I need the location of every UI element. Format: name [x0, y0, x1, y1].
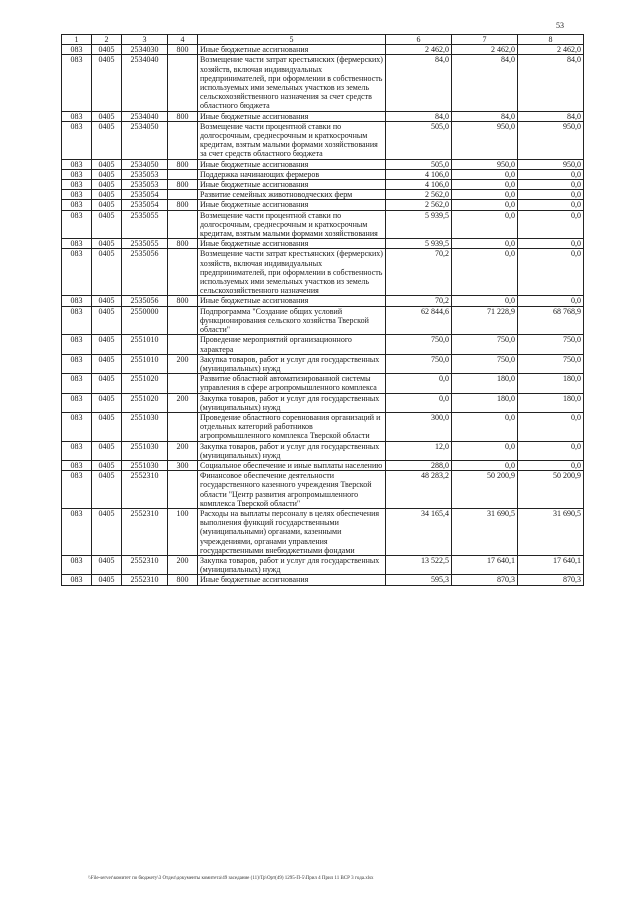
- target-article-cell: 2534030: [122, 45, 168, 55]
- target-article-cell: 2551020: [122, 393, 168, 412]
- section-code-cell: 0405: [92, 45, 122, 55]
- target-article-cell: 2535053: [122, 180, 168, 190]
- section-code-cell: 0405: [92, 55, 122, 111]
- amount-year3-cell: 950,0: [518, 121, 584, 159]
- expense-type-cell: [168, 169, 198, 179]
- description-cell: Возмещение части затрат крестьянских (фермерских) хозяйств, включая индивидуальных предпринимателей, при оформлении в собственность используемых ими земельных участков из земель сельскохозяйственного назначения: [198, 249, 386, 296]
- target-article-cell: 2535055: [122, 239, 168, 249]
- description-cell: Иные бюджетные ассигнования: [198, 200, 386, 210]
- ministry-code-cell: 083: [62, 441, 92, 460]
- amount-year3-cell: 0,0: [518, 412, 584, 441]
- target-article-cell: 2551030: [122, 441, 168, 460]
- amount-year1-cell: 2 562,0: [386, 190, 452, 200]
- amount-year1-cell: 505,0: [386, 159, 452, 169]
- amount-year1-cell: 288,0: [386, 460, 452, 470]
- amount-year1-cell: 750,0: [386, 354, 452, 373]
- target-article-cell: 2535055: [122, 210, 168, 239]
- amount-year2-cell: 0,0: [452, 210, 518, 239]
- table-row: [62, 412, 584, 441]
- amount-year2-cell: 950,0: [452, 121, 518, 159]
- amount-year1-cell: 70,2: [386, 249, 452, 296]
- ministry-code-cell: 083: [62, 180, 92, 190]
- description-cell: Иные бюджетные ассигнования: [198, 45, 386, 55]
- section-code-cell: 0405: [92, 575, 122, 585]
- section-code-cell: 0405: [92, 169, 122, 179]
- amount-year1-cell: 595,3: [386, 575, 452, 585]
- table-row: [62, 190, 584, 200]
- target-article-cell: 2551010: [122, 335, 168, 354]
- amount-year2-cell: 180,0: [452, 393, 518, 412]
- amount-year2-cell: 17 640,1: [452, 555, 518, 574]
- column-header: 5: [198, 35, 386, 45]
- amount-year2-cell: 0,0: [452, 239, 518, 249]
- description-cell: Иные бюджетные ассигнования: [198, 180, 386, 190]
- column-header: 2: [92, 35, 122, 45]
- expense-type-cell: 800: [168, 111, 198, 121]
- amount-year2-cell: 0,0: [452, 460, 518, 470]
- amount-year2-cell: 0,0: [452, 190, 518, 200]
- amount-year1-cell: 13 522,5: [386, 555, 452, 574]
- section-code-cell: 0405: [92, 306, 122, 335]
- target-article-cell: 2535054: [122, 190, 168, 200]
- file-path-footer: \\File-server\комитет по бюджету\3 Отдел\документы комитета\49 заседание (11)\Тр\Орт(49) 1295-П-5\Прил 4 Прил 11 ВСР 3 года.xlsx: [88, 876, 374, 881]
- table-row: [62, 239, 584, 249]
- expense-type-cell: [168, 306, 198, 335]
- ministry-code-cell: 083: [62, 374, 92, 393]
- description-cell: Иные бюджетные ассигнования: [198, 239, 386, 249]
- amount-year3-cell: 2 462,0: [518, 45, 584, 55]
- amount-year3-cell: 0,0: [518, 460, 584, 470]
- amount-year3-cell: 17 640,1: [518, 555, 584, 574]
- expense-type-cell: 200: [168, 354, 198, 373]
- ministry-code-cell: 083: [62, 45, 92, 55]
- expense-type-cell: 800: [168, 180, 198, 190]
- section-code-cell: 0405: [92, 508, 122, 555]
- amount-year3-cell: 31 690,5: [518, 508, 584, 555]
- amount-year1-cell: 750,0: [386, 335, 452, 354]
- expense-type-cell: 800: [168, 296, 198, 306]
- section-code-cell: 0405: [92, 335, 122, 354]
- description-cell: Подпрограмма "Создание общих условий функционирования сельского хозяйства Тверской области": [198, 306, 386, 335]
- ministry-code-cell: 083: [62, 200, 92, 210]
- expense-type-cell: [168, 335, 198, 354]
- amount-year1-cell: 0,0: [386, 374, 452, 393]
- description-cell: Финансовое обеспечение деятельности государственного казенного учреждения Тверской области "Центр развития агропромышленного комплекса Тверской области": [198, 471, 386, 509]
- budget-table: [61, 34, 584, 586]
- expense-type-cell: [168, 412, 198, 441]
- amount-year1-cell: 2 562,0: [386, 200, 452, 210]
- table-row: [62, 121, 584, 159]
- amount-year2-cell: 0,0: [452, 200, 518, 210]
- column-header: 6: [386, 35, 452, 45]
- amount-year2-cell: 0,0: [452, 169, 518, 179]
- table-row: [62, 306, 584, 335]
- amount-year1-cell: 5 939,5: [386, 210, 452, 239]
- section-code-cell: 0405: [92, 441, 122, 460]
- description-cell: Развитие областной автоматизированной системы управления в сфере агропромышленного комплекса: [198, 374, 386, 393]
- amount-year3-cell: 0,0: [518, 210, 584, 239]
- amount-year2-cell: 0,0: [452, 441, 518, 460]
- amount-year2-cell: 84,0: [452, 55, 518, 111]
- expense-type-cell: 200: [168, 393, 198, 412]
- amount-year2-cell: 50 200,9: [452, 471, 518, 509]
- amount-year3-cell: 84,0: [518, 111, 584, 121]
- ministry-code-cell: 083: [62, 239, 92, 249]
- description-cell: Иные бюджетные ассигнования: [198, 575, 386, 585]
- ministry-code-cell: 083: [62, 354, 92, 373]
- ministry-code-cell: 083: [62, 111, 92, 121]
- description-cell: Закупка товаров, работ и услуг для государственных (муниципальных) нужд: [198, 354, 386, 373]
- column-header: 4: [168, 35, 198, 45]
- expense-type-cell: 200: [168, 441, 198, 460]
- description-cell: Возмещение части затрат крестьянских (фермерских) хозяйств, включая индивидуальных предпринимателей, при оформлении в собственность используемых ими земельных участков из земель сельскохозяйственного назначения за счет средств областного бюджета: [198, 55, 386, 111]
- amount-year2-cell: 750,0: [452, 354, 518, 373]
- amount-year2-cell: 750,0: [452, 335, 518, 354]
- expense-type-cell: 300: [168, 460, 198, 470]
- section-code-cell: 0405: [92, 460, 122, 470]
- table-row: [62, 335, 584, 354]
- table-row: [62, 575, 584, 585]
- table-row: [62, 555, 584, 574]
- amount-year1-cell: 48 283,2: [386, 471, 452, 509]
- target-article-cell: 2534050: [122, 159, 168, 169]
- column-header: 8: [518, 35, 584, 45]
- amount-year3-cell: 750,0: [518, 354, 584, 373]
- section-code-cell: 0405: [92, 555, 122, 574]
- amount-year2-cell: 0,0: [452, 180, 518, 190]
- amount-year3-cell: 0,0: [518, 441, 584, 460]
- target-article-cell: 2551030: [122, 412, 168, 441]
- amount-year1-cell: 5 939,5: [386, 239, 452, 249]
- ministry-code-cell: 083: [62, 121, 92, 159]
- description-cell: Иные бюджетные ассигнования: [198, 296, 386, 306]
- amount-year3-cell: 68 768,9: [518, 306, 584, 335]
- target-article-cell: 2534040: [122, 111, 168, 121]
- ministry-code-cell: 083: [62, 169, 92, 179]
- column-header: 7: [452, 35, 518, 45]
- expense-type-cell: [168, 55, 198, 111]
- amount-year2-cell: 71 228,9: [452, 306, 518, 335]
- amount-year3-cell: 50 200,9: [518, 471, 584, 509]
- table-row: [62, 460, 584, 470]
- table-row: [62, 508, 584, 555]
- table-row: [62, 210, 584, 239]
- amount-year1-cell: 84,0: [386, 111, 452, 121]
- amount-year1-cell: 62 844,6: [386, 306, 452, 335]
- expense-type-cell: 800: [168, 239, 198, 249]
- table-row: [62, 393, 584, 412]
- section-code-cell: 0405: [92, 200, 122, 210]
- section-code-cell: 0405: [92, 374, 122, 393]
- amount-year3-cell: 0,0: [518, 249, 584, 296]
- expense-type-cell: [168, 210, 198, 239]
- ministry-code-cell: 083: [62, 460, 92, 470]
- table-row: [62, 354, 584, 373]
- expense-type-cell: 800: [168, 159, 198, 169]
- column-header: 3: [122, 35, 168, 45]
- table-row: [62, 111, 584, 121]
- amount-year3-cell: 0,0: [518, 169, 584, 179]
- target-article-cell: 2552310: [122, 575, 168, 585]
- ministry-code-cell: 083: [62, 555, 92, 574]
- amount-year2-cell: 0,0: [452, 249, 518, 296]
- section-code-cell: 0405: [92, 412, 122, 441]
- amount-year3-cell: 180,0: [518, 393, 584, 412]
- section-code-cell: 0405: [92, 249, 122, 296]
- table-row: [62, 159, 584, 169]
- target-article-cell: 2552310: [122, 508, 168, 555]
- expense-type-cell: [168, 249, 198, 296]
- description-cell: Закупка товаров, работ и услуг для государственных (муниципальных) нужд: [198, 555, 386, 574]
- target-article-cell: 2552310: [122, 555, 168, 574]
- amount-year2-cell: 180,0: [452, 374, 518, 393]
- expense-type-cell: 800: [168, 575, 198, 585]
- target-article-cell: 2550000: [122, 306, 168, 335]
- table-row: [62, 374, 584, 393]
- table-row: [62, 249, 584, 296]
- amount-year1-cell: 505,0: [386, 121, 452, 159]
- target-article-cell: 2535056: [122, 296, 168, 306]
- target-article-cell: 2535053: [122, 169, 168, 179]
- target-article-cell: 2551010: [122, 354, 168, 373]
- target-article-cell: 2535056: [122, 249, 168, 296]
- description-cell: Возмещение части процентной ставки по долгосрочным, среднесрочным и краткосрочным кредитам, взятым малыми формами хозяйствования за счет средств областного бюджета: [198, 121, 386, 159]
- section-code-cell: 0405: [92, 239, 122, 249]
- amount-year2-cell: 0,0: [452, 296, 518, 306]
- ministry-code-cell: 083: [62, 249, 92, 296]
- description-cell: Расходы на выплаты персоналу в целях обеспечения выполнения функций государственными (муниципальными) органами, казенными учреждениями, органами управления государственными внебюджетными фондами: [198, 508, 386, 555]
- ministry-code-cell: 083: [62, 296, 92, 306]
- section-code-cell: 0405: [92, 180, 122, 190]
- amount-year3-cell: 870,3: [518, 575, 584, 585]
- expense-type-cell: [168, 190, 198, 200]
- amount-year2-cell: 2 462,0: [452, 45, 518, 55]
- ministry-code-cell: 083: [62, 159, 92, 169]
- section-code-cell: 0405: [92, 111, 122, 121]
- description-cell: Развитие семейных животноводческих ферм: [198, 190, 386, 200]
- ministry-code-cell: 083: [62, 412, 92, 441]
- section-code-cell: 0405: [92, 159, 122, 169]
- amount-year2-cell: 950,0: [452, 159, 518, 169]
- description-cell: Возмещение части процентной ставки по долгосрочным, среднесрочным и краткосрочным кредитам, взятым малыми формами хозяйствования: [198, 210, 386, 239]
- ministry-code-cell: 083: [62, 335, 92, 354]
- section-code-cell: 0405: [92, 471, 122, 509]
- amount-year1-cell: 4 106,0: [386, 180, 452, 190]
- amount-year3-cell: 0,0: [518, 200, 584, 210]
- section-code-cell: 0405: [92, 393, 122, 412]
- table-header-row: [62, 35, 584, 45]
- section-code-cell: 0405: [92, 354, 122, 373]
- table-row: [62, 169, 584, 179]
- amount-year3-cell: 0,0: [518, 239, 584, 249]
- description-cell: Иные бюджетные ассигнования: [198, 159, 386, 169]
- amount-year1-cell: 70,2: [386, 296, 452, 306]
- amount-year2-cell: 84,0: [452, 111, 518, 121]
- amount-year3-cell: 180,0: [518, 374, 584, 393]
- description-cell: Проведение мероприятий организационного характера: [198, 335, 386, 354]
- amount-year1-cell: 34 165,4: [386, 508, 452, 555]
- amount-year1-cell: 300,0: [386, 412, 452, 441]
- section-code-cell: 0405: [92, 190, 122, 200]
- table-row: [62, 296, 584, 306]
- description-cell: Социальное обеспечение и иные выплаты населению: [198, 460, 386, 470]
- ministry-code-cell: 083: [62, 393, 92, 412]
- description-cell: Закупка товаров, работ и услуг для государственных (муниципальных) нужд: [198, 393, 386, 412]
- ministry-code-cell: 083: [62, 471, 92, 509]
- table-row: [62, 441, 584, 460]
- description-cell: Закупка товаров, работ и услуг для государственных (муниципальных) нужд: [198, 441, 386, 460]
- target-article-cell: 2551020: [122, 374, 168, 393]
- amount-year1-cell: 84,0: [386, 55, 452, 111]
- target-article-cell: 2534050: [122, 121, 168, 159]
- target-article-cell: 2552310: [122, 471, 168, 509]
- amount-year3-cell: 0,0: [518, 180, 584, 190]
- section-code-cell: 0405: [92, 296, 122, 306]
- expense-type-cell: [168, 374, 198, 393]
- ministry-code-cell: 083: [62, 508, 92, 555]
- amount-year3-cell: 0,0: [518, 296, 584, 306]
- section-code-cell: 0405: [92, 121, 122, 159]
- target-article-cell: 2551030: [122, 460, 168, 470]
- amount-year1-cell: 2 462,0: [386, 45, 452, 55]
- table-row: [62, 180, 584, 190]
- expense-type-cell: 200: [168, 555, 198, 574]
- table-row: [62, 45, 584, 55]
- expense-type-cell: [168, 121, 198, 159]
- expense-type-cell: 800: [168, 200, 198, 210]
- amount-year2-cell: 31 690,5: [452, 508, 518, 555]
- amount-year1-cell: 4 106,0: [386, 169, 452, 179]
- table-row: [62, 55, 584, 111]
- ministry-code-cell: 083: [62, 306, 92, 335]
- target-article-cell: 2535054: [122, 200, 168, 210]
- column-header: 1: [62, 35, 92, 45]
- ministry-code-cell: 083: [62, 55, 92, 111]
- table-row: [62, 471, 584, 509]
- description-cell: Поддержка начинающих фермеров: [198, 169, 386, 179]
- table-row: [62, 200, 584, 210]
- expense-type-cell: 800: [168, 45, 198, 55]
- amount-year1-cell: 12,0: [386, 441, 452, 460]
- amount-year3-cell: 0,0: [518, 190, 584, 200]
- page-number: 53: [556, 21, 564, 30]
- amount-year1-cell: 0,0: [386, 393, 452, 412]
- section-code-cell: 0405: [92, 210, 122, 239]
- description-cell: Проведение областного соревнования организаций и отдельных категорий работников агропромышленного комплекса Тверской области: [198, 412, 386, 441]
- amount-year3-cell: 950,0: [518, 159, 584, 169]
- description-cell: Иные бюджетные ассигнования: [198, 111, 386, 121]
- amount-year2-cell: 870,3: [452, 575, 518, 585]
- ministry-code-cell: 083: [62, 575, 92, 585]
- expense-type-cell: 100: [168, 508, 198, 555]
- target-article-cell: 2534040: [122, 55, 168, 111]
- amount-year3-cell: 84,0: [518, 55, 584, 111]
- ministry-code-cell: 083: [62, 210, 92, 239]
- expense-type-cell: [168, 471, 198, 509]
- amount-year3-cell: 750,0: [518, 335, 584, 354]
- ministry-code-cell: 083: [62, 190, 92, 200]
- amount-year2-cell: 0,0: [452, 412, 518, 441]
